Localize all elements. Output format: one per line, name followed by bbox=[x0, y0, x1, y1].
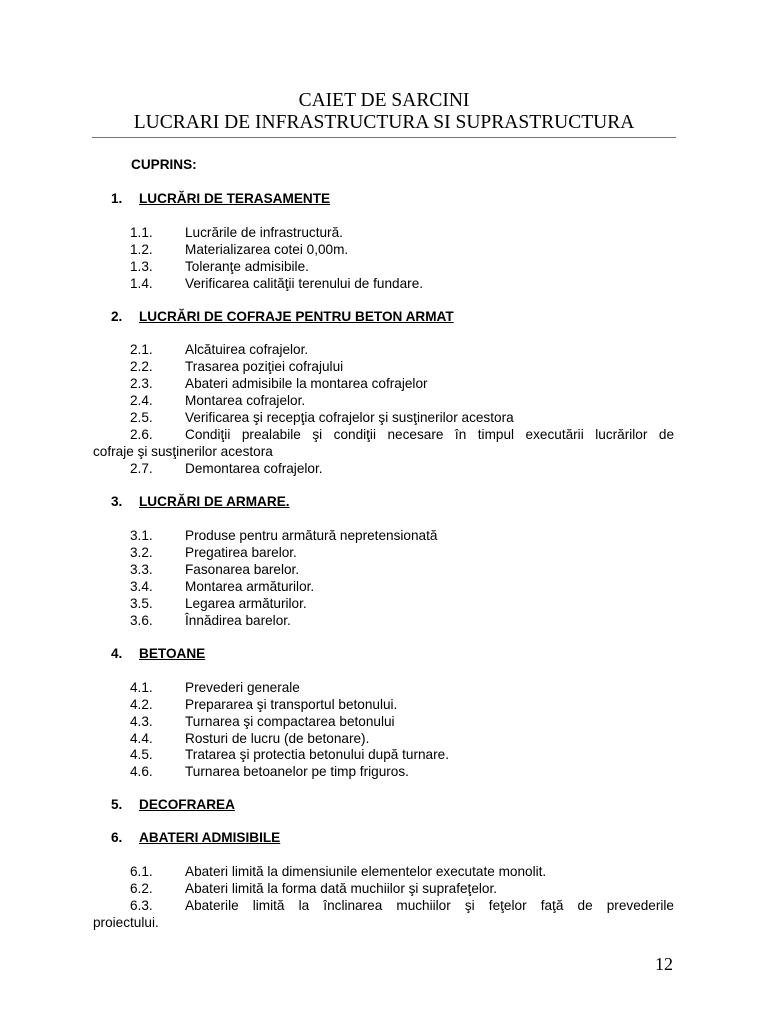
item-text: Materializarea cotei 0,00m. bbox=[185, 242, 349, 257]
section-title: DECOFRAREA bbox=[139, 797, 235, 812]
item-number: 3.2. bbox=[130, 545, 153, 560]
item-text: Lucrările de infrastructură. bbox=[185, 225, 343, 240]
section-number: 5. bbox=[111, 797, 123, 812]
item-number: 3.4. bbox=[130, 579, 153, 594]
item-text: Legarea armăturilor. bbox=[185, 596, 307, 611]
item-text: Montarea cofrajelor. bbox=[185, 393, 306, 408]
document-title: CAIET DE SARCINI bbox=[298, 90, 470, 111]
item-number: 2.3. bbox=[130, 376, 153, 391]
wrapped-item bbox=[93, 897, 674, 914]
section-title: LUCRĂRI DE TERASAMENTE bbox=[139, 191, 331, 206]
item-text: Montarea armăturilor. bbox=[185, 579, 315, 594]
item-text: Turnarea şi compactarea betonului bbox=[185, 714, 395, 729]
item-text: Abateri admisibile la montarea cofrajelor bbox=[185, 376, 428, 391]
section-title: LUCRĂRI DE COFRAJE PENTRU BETON ARMAT bbox=[139, 309, 454, 324]
item-number: 3.5. bbox=[130, 596, 153, 611]
item-text: Verificarea şi recepţia cofrajelor şi susţinerilor acestora bbox=[185, 410, 514, 425]
item-text: Abateri limită la dimensiunile elementelor executate monolit. bbox=[185, 864, 547, 879]
item-text: Fasonarea barelor. bbox=[185, 562, 300, 577]
item-number: 2.1. bbox=[130, 342, 153, 357]
item-number: 4.2. bbox=[130, 697, 153, 712]
section-title: BETOANE bbox=[139, 646, 206, 661]
item-number: 4.1. bbox=[130, 680, 153, 695]
item-number: 4.5. bbox=[130, 747, 153, 762]
item-number: 1.4. bbox=[130, 276, 153, 291]
wrapped-item bbox=[93, 426, 674, 443]
section-title: LUCRĂRI DE ARMARE. bbox=[139, 494, 290, 509]
item-text: Alcătuirea cofrajelor. bbox=[185, 342, 309, 357]
item-text: Prevederi generale bbox=[185, 680, 300, 695]
item-text: Abateri limită la forma dată muchiilor şi suprafeţelor. bbox=[185, 881, 498, 896]
item-text: Produse pentru armătură nepretensionată bbox=[185, 528, 438, 543]
section-number: 1. bbox=[111, 191, 123, 206]
item-number: 6.3. bbox=[130, 898, 153, 913]
item-number: 3.3. bbox=[130, 562, 153, 577]
item-text: Toleranţe admisibile. bbox=[185, 259, 309, 274]
item-number: 3.1. bbox=[130, 528, 153, 543]
item-number: 1.1. bbox=[130, 225, 153, 240]
item-text: Condiţii prealabile şi condiţii necesare în timpul executării lucrărilor de bbox=[185, 427, 674, 442]
page-number: 12 bbox=[655, 954, 673, 974]
item-text: Rosturi de lucru (de betonare). bbox=[185, 731, 370, 746]
item-text: Verificarea calităţii terenului de fundare. bbox=[185, 276, 424, 291]
item-text: Pregatirea barelor. bbox=[185, 545, 297, 560]
item-number: 3.6. bbox=[130, 613, 153, 628]
section-number: 4. bbox=[111, 646, 123, 661]
item-number: 2.6. bbox=[130, 427, 153, 442]
item-text: Trasarea poziţiei cofrajului bbox=[185, 359, 344, 374]
item-text-continuation: proiectului. bbox=[93, 915, 159, 930]
item-text: Înnădirea barelor. bbox=[185, 613, 291, 628]
document-subtitle: LUCRARI DE INFRASTRUCTURA SI SUPRASTRUCTURA bbox=[133, 112, 635, 133]
item-number: 2.2. bbox=[130, 359, 153, 374]
item-text: Turnarea betoanelor pe timp friguros. bbox=[185, 764, 409, 779]
section-number: 3. bbox=[111, 494, 123, 509]
section-title: ABATERI ADMISIBILE bbox=[139, 830, 281, 845]
toc-heading: CUPRINS: bbox=[131, 157, 197, 172]
item-number: 1.3. bbox=[130, 259, 153, 274]
item-number: 4.6. bbox=[130, 764, 153, 779]
item-number: 6.2. bbox=[130, 881, 153, 896]
section-number: 6. bbox=[111, 830, 123, 845]
item-number: 6.1. bbox=[130, 864, 153, 879]
item-text: Prepararea şi transportul betonului. bbox=[185, 697, 398, 712]
item-number: 4.3. bbox=[130, 714, 153, 729]
item-text: Abaterile limită la înclinarea muchiilor şi feţelor faţă de prevederile bbox=[185, 898, 674, 913]
item-number: 1.2. bbox=[130, 242, 153, 257]
header-divider bbox=[92, 137, 676, 138]
item-number: 2.4. bbox=[130, 393, 153, 408]
item-text-continuation: cofraje şi susţinerilor acestora bbox=[93, 444, 273, 459]
item-number: 2.5. bbox=[130, 410, 153, 425]
item-number: 2.7. bbox=[130, 461, 153, 476]
section-number: 2. bbox=[111, 309, 123, 324]
item-text: Demontarea cofrajelor. bbox=[185, 461, 323, 476]
item-number: 4.4. bbox=[130, 731, 153, 746]
item-text: Tratarea şi protectia betonului după turnare. bbox=[185, 747, 449, 762]
